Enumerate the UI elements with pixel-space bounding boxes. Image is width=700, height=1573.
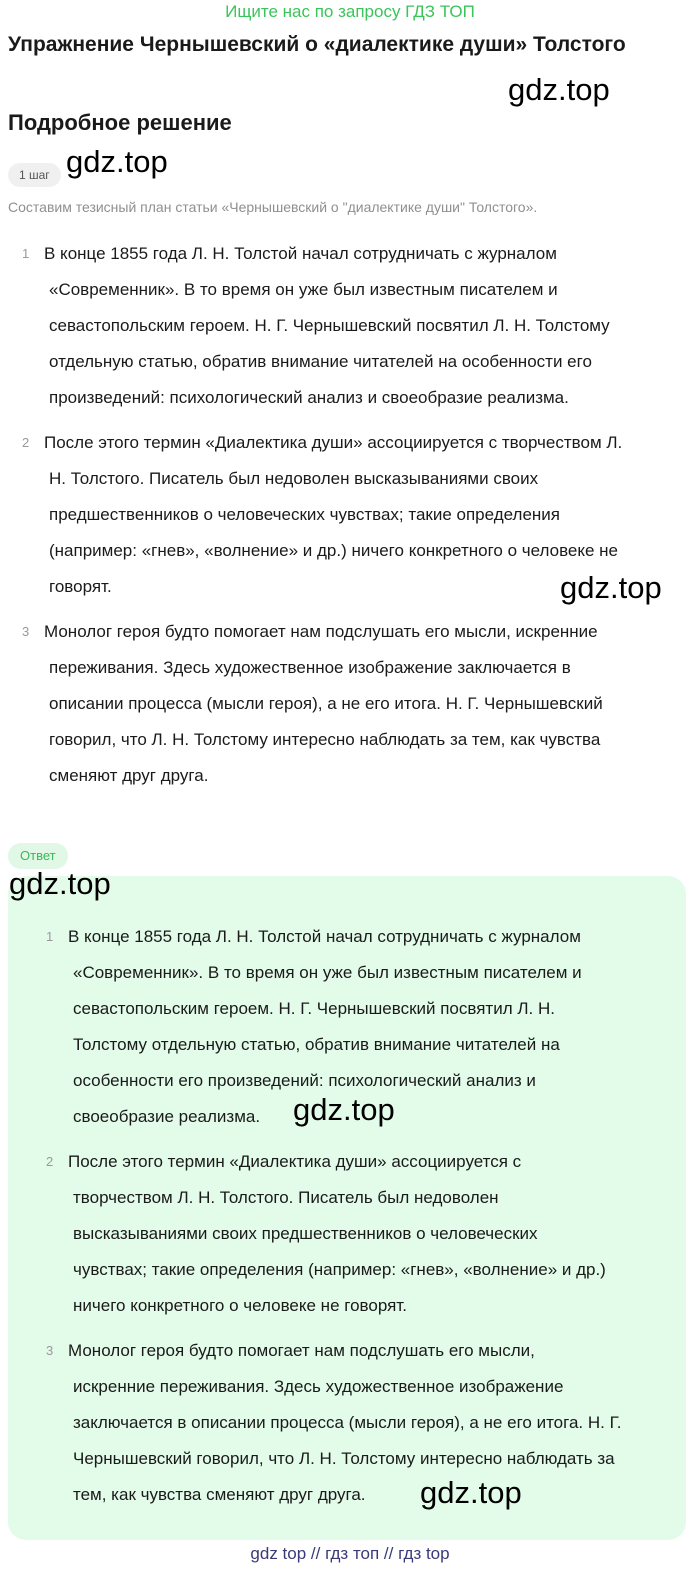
list-item-line: В конце 1855 года Л. Н. Толстой начал сотрудничать с журналом <box>68 927 581 946</box>
list-item <box>46 1144 676 1324</box>
list-item-line: Н. Толстого. Писатель был недоволен высказываниями своих <box>49 469 539 488</box>
list-item-line: Толстому отдельную статью, обратив внимание читателей на <box>73 1035 560 1054</box>
list-item-line: заключается в описании процесса (мысли героя), а не его итога. Н. Г. <box>73 1413 622 1432</box>
solution-intro: Составим тезисный план статьи «Чернышевский о "диалектике души" Толстого». <box>8 199 538 215</box>
watermark: gdz.top <box>508 72 610 107</box>
page-title: Упражнение Чернышевский о «диалектике души» Толстого <box>8 33 626 56</box>
list-item-number: 1 <box>46 929 54 944</box>
answer-badge: Ответ <box>8 843 68 869</box>
list-item-line: севастопольским героем. Н. Г. Чернышевский посвятил Л. Н. Толстому <box>49 316 610 335</box>
list-item-line: творчеством Л. Н. Толстого. Писатель был недоволен <box>73 1188 499 1207</box>
list-item-line: Монолог героя будто помогает нам подслушать его мысли, искренние <box>44 622 598 641</box>
search-banner: Ищите нас по запросу ГДЗ ТОП <box>225 2 475 21</box>
list-item-line: искренние переживания. Здесь художественное изображение <box>73 1377 564 1396</box>
list-item-line: севастопольским героем. Н. Г. Чернышевский посвятил Л. Н. <box>73 999 555 1018</box>
watermark: gdz.top <box>420 1475 522 1510</box>
list-item-line: В конце 1855 года Л. Н. Толстой начал сотрудничать с журналом <box>44 244 557 263</box>
list-item-number: 3 <box>22 624 30 639</box>
list-item <box>46 1333 676 1513</box>
list-item-line: Монолог героя будто помогает нам подслушать его мысли, <box>68 1341 535 1360</box>
list-item-line: Чернышевский говорил, что Л. Н. Толстому интересно наблюдать за <box>73 1449 615 1468</box>
answer-list <box>46 919 676 1522</box>
list-item-line: После этого термин «Диалектика души» ассоциируется с <box>68 1152 522 1171</box>
solution-heading: Подробное решение <box>8 110 232 135</box>
list-item-line: тем, как чувства сменяют друг друга. <box>73 1485 366 1504</box>
list-item-line: сменяют друг друга. <box>49 766 209 785</box>
list-item-line: отдельную статью, обратив внимание читателей на особенности его <box>49 352 592 371</box>
list-item-line: своеобразие реализма. <box>73 1107 261 1126</box>
watermark: gdz.top <box>66 144 168 179</box>
step-badge: 1 шаг <box>8 163 61 187</box>
list-item-line: говорят. <box>49 577 112 596</box>
list-item-line: После этого термин «Диалектика души» ассоциируется с творчеством Л. <box>44 433 623 452</box>
list-item-number: 1 <box>22 246 30 261</box>
list-item-line: «Современник». В то время он уже был известным писателем и <box>73 963 582 982</box>
watermark: gdz.top <box>560 570 662 605</box>
list-item-line: говорил, что Л. Н. Толстому интересно наблюдать за тем, как чувства <box>49 730 601 749</box>
list-item <box>22 236 692 416</box>
footer-links: gdz top // гдз топ // гдз top <box>250 1544 450 1563</box>
list-item-line: переживания. Здесь художественное изображение заключается в <box>49 658 571 677</box>
list-item-line: предшественников о человеческих чувствах; такие определения <box>49 505 560 524</box>
list-item-number: 3 <box>46 1343 54 1358</box>
list-item-number: 2 <box>46 1154 54 1169</box>
list-item-line: особенности его произведений: психологический анализ и <box>73 1071 536 1090</box>
list-item-line: чувствах; такие определения (например: «гнев», «волнение» и др.) <box>73 1260 606 1279</box>
list-item-line: высказываниями своих предшественников о человеческих <box>73 1224 538 1243</box>
list-item-number: 2 <box>22 435 30 450</box>
list-item-line: (например: «гнев», «волнение» и др.) ничего конкретного о человеке не <box>49 541 619 560</box>
watermark: gdz.top <box>293 1092 395 1127</box>
list-item-line: описании процесса (мысли героя), а не его итога. Н. Г. Чернышевский <box>49 694 603 713</box>
list-item-line: «Современник». В то время он уже был известным писателем и <box>49 280 558 299</box>
watermark: gdz.top <box>9 866 111 901</box>
list-item-line: произведений: психологический анализ и своеобразие реализма. <box>49 388 569 407</box>
solution-list <box>22 236 692 803</box>
list-item-line: ничего конкретного о человеке не говорят. <box>73 1296 407 1315</box>
list-item <box>22 614 692 794</box>
